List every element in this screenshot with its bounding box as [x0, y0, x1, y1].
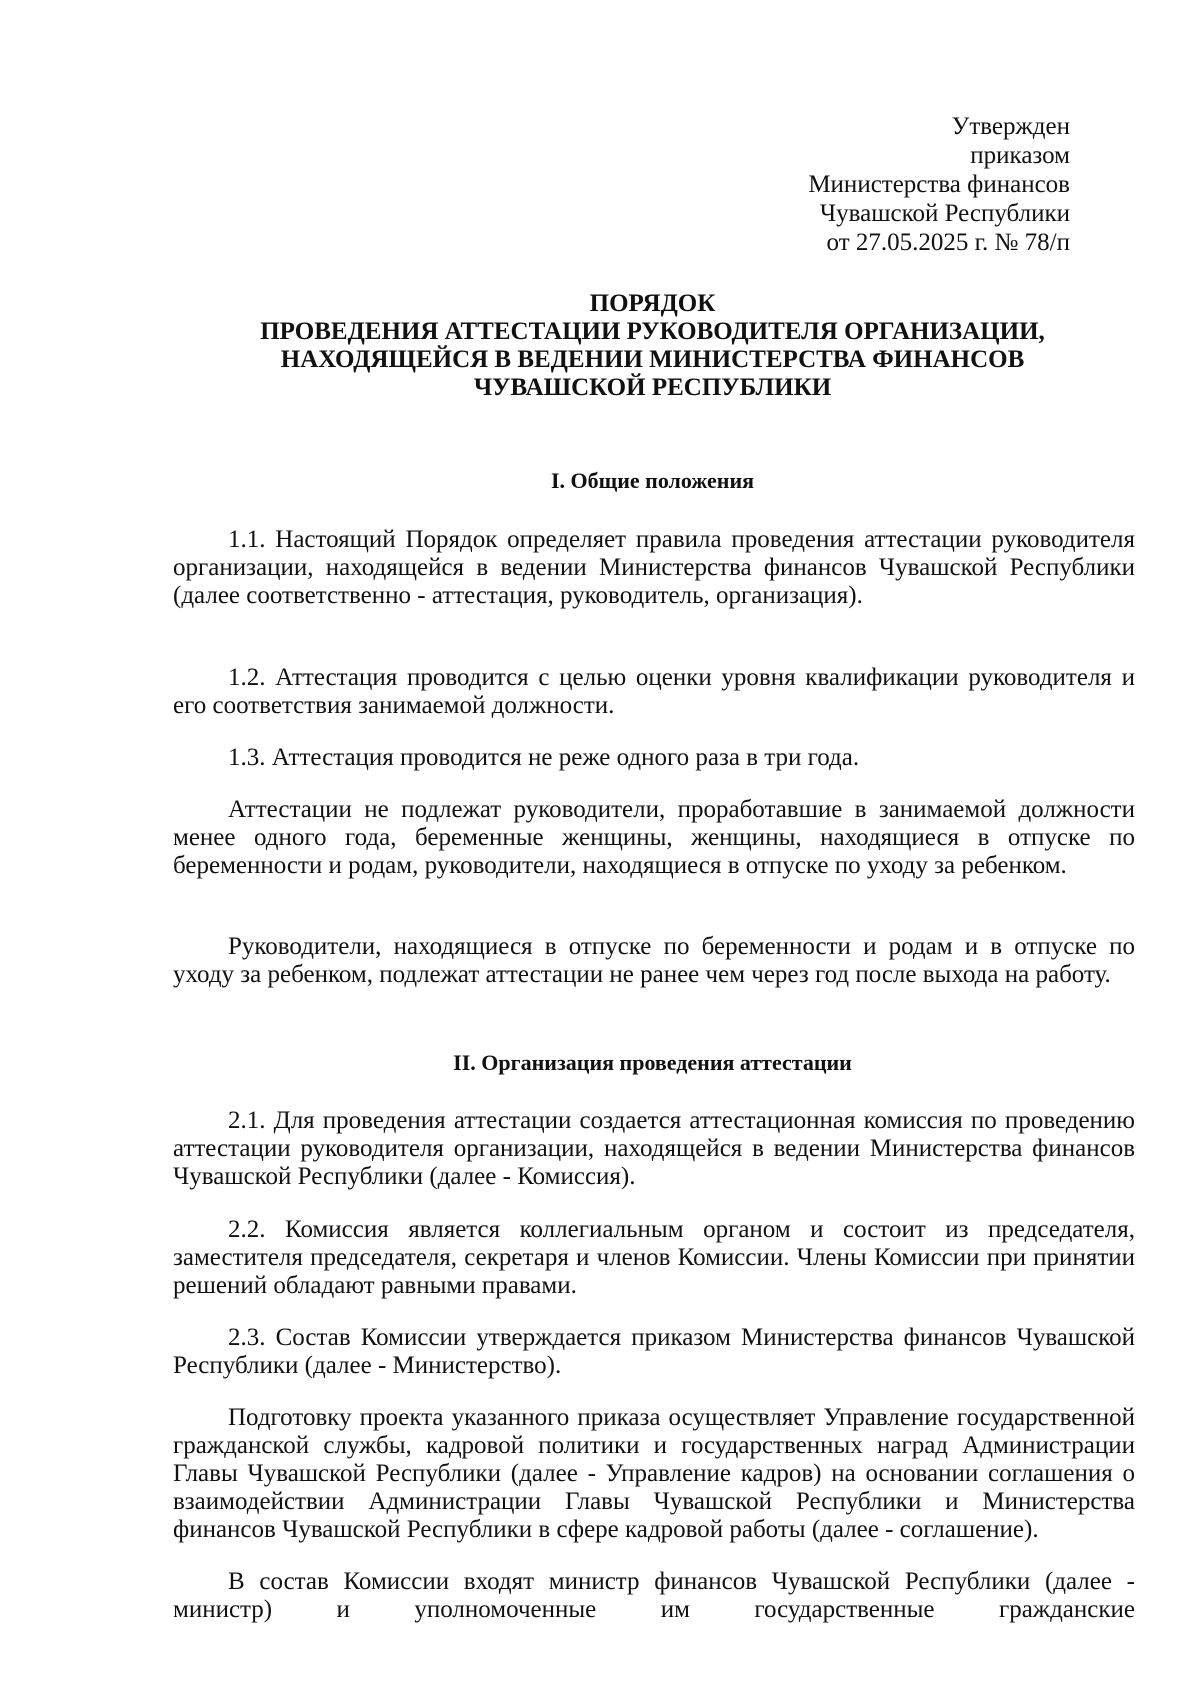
approval-line: приказом: [970, 142, 1070, 169]
paragraph-1-2: 1.2. Аттестация проводится с целью оценки уровня квалификации руководителя и его соответствия занимаемой должности.: [173, 664, 1135, 719]
paragraph-leave: Руководители, находящиеся в отпуске по беременности и родам и в отпуске по уходу за ребенком, подлежат аттестации не ранее чем через год после выхода на работу.: [173, 933, 1135, 988]
approval-line: Министерства финансов: [808, 171, 1070, 198]
paragraph-members: В состав Комиссии входят министр финансов Чувашской Республики (далее - министр) и уполномоченные им государственные гражданские: [173, 1568, 1135, 1623]
section-1-heading: I. Общие положения: [550, 468, 755, 493]
approval-line: Утвержден: [951, 113, 1070, 140]
paragraph-exemptions: Аттестации не подлежат руководители, проработавшие в занимаемой должности менее одного года, беременные женщины, женщины, находящиеся в отпуске по беременности и родам, руководители, находящиеся в отпуске по уходу за ребенком.: [173, 796, 1135, 879]
document-title: [170, 290, 1135, 402]
title-line: ЧУВАШСКОЙ РЕСПУБЛИКИ: [473, 374, 832, 401]
approval-line: от 27.05.2025 г. № 78/п: [826, 229, 1070, 256]
paragraph-2-3: 2.3. Состав Комиссии утверждается приказом Министерства финансов Чувашской Республики (далее - Министерство).: [173, 1324, 1135, 1379]
approval-stamp-block: [808, 112, 1070, 257]
paragraph-2-2: 2.2. Комиссия является коллегиальным органом и состоит из председателя, заместителя председателя, секретаря и членов Комиссии. Члены Комиссии при принятии решений обладают равными правами.: [173, 1216, 1135, 1299]
title-line: ПРОВЕДЕНИЯ АТТЕСТАЦИИ РУКОВОДИТЕЛЯ ОРГАНИЗАЦИИ,: [260, 318, 1045, 345]
approval-line: Чувашской Республики: [819, 200, 1070, 227]
title-line: ПОРЯДОК: [589, 290, 716, 317]
paragraph-preparation: Подготовку проекта указанного приказа осуществляет Управление государственной гражданской службы, кадровой политики и государственных наград Администрации Главы Чувашской Республики (далее - Управление кадров) на основании соглашения о взаимодействии Администрации Главы Чувашской Республики и Министерства финансов Чувашской Республики в сфере кадровой работы (далее - соглашение).: [173, 1404, 1135, 1543]
paragraph-1-3: 1.3. Аттестация проводится не реже одного раза в три года.: [228, 744, 860, 771]
paragraph-2-1: 2.1. Для проведения аттестации создается аттестационная комиссия по проведению аттестации руководителя организации, находящейся в ведении Министерства финансов Чувашской Республики (далее - Комиссия).: [173, 1107, 1135, 1190]
title-line: НАХОДЯЩЕЙСЯ В ВЕДЕНИИ МИНИСТЕРСТВА ФИНАНСОВ: [280, 346, 1025, 373]
paragraph-1-1: 1.1. Настоящий Порядок определяет правила проведения аттестации руководителя организации, находящейся в ведении Министерства финансов Чувашской Республики (далее соответственно - аттестация, руководитель, организация).: [173, 526, 1135, 609]
section-2-heading: II. Организация проведения аттестации: [453, 1050, 852, 1075]
